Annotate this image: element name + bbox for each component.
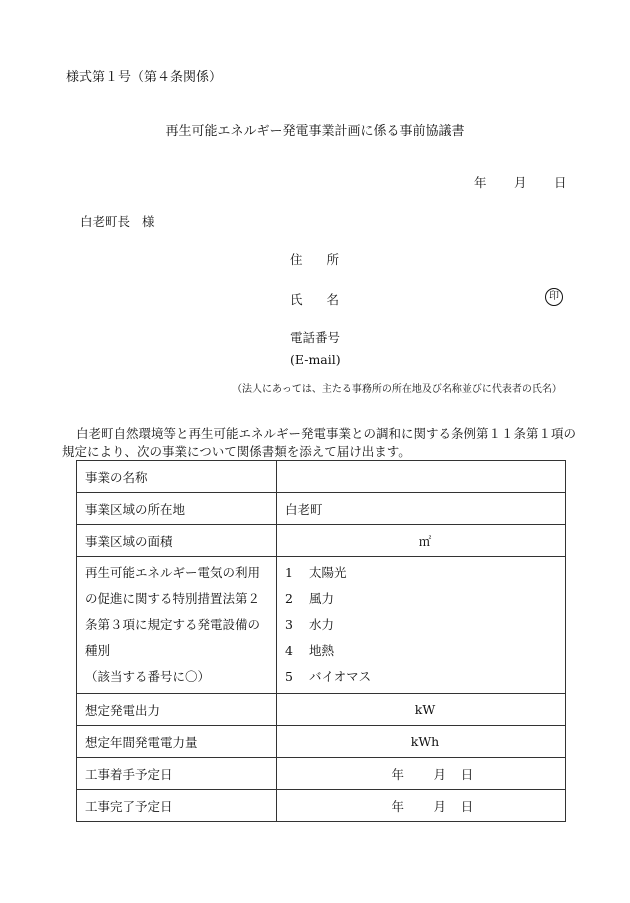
project-name-field[interactable] xyxy=(277,461,566,493)
applicant-email-label: (E-mail) xyxy=(290,352,341,367)
start-year: 年 xyxy=(391,766,404,782)
facility-label-line: の促進に関する特別措置法第２ xyxy=(85,591,261,606)
project-details-table xyxy=(76,460,566,822)
area-label: 事業区域の面積 xyxy=(77,525,277,557)
table-row xyxy=(77,694,566,726)
facility-option-geothermal[interactable]: 4 地熱 xyxy=(285,643,335,658)
applicant-address-label: 住所 xyxy=(290,252,364,267)
declaration-text xyxy=(62,425,582,461)
table-row xyxy=(77,790,566,822)
start-month: 月 xyxy=(433,766,446,782)
facility-label-line: 種別 xyxy=(85,643,111,658)
end-month: 月 xyxy=(433,798,446,814)
facility-label-line: 再生可能エネルギー電気の利用 xyxy=(85,565,261,580)
date-day-label: 日 xyxy=(554,175,567,190)
facility-type-options xyxy=(277,557,566,694)
area-unit: ㎡ xyxy=(418,533,432,549)
output-label: 想定発電出力 xyxy=(77,694,277,726)
table-row xyxy=(77,461,566,493)
end-date-field[interactable] xyxy=(277,790,566,822)
applicant-name-label: 氏名 xyxy=(290,292,364,307)
facility-label-line: 条第３項に規定する発電設備の xyxy=(85,617,261,632)
addressee xyxy=(80,212,155,230)
date-month-label: 月 xyxy=(514,175,527,190)
start-date-label: 工事着手予定日 xyxy=(77,758,277,790)
facility-option-wind[interactable]: 2 風力 xyxy=(285,591,335,606)
date-year-label: 年 xyxy=(474,175,487,190)
annual-output-field[interactable] xyxy=(277,726,566,758)
end-date-label: 工事完了予定日 xyxy=(77,790,277,822)
start-date-field[interactable] xyxy=(277,758,566,790)
addressee-name: 白老町長 xyxy=(80,214,131,229)
facility-label-line: （該当する番号に〇） xyxy=(85,669,211,684)
start-day: 日 xyxy=(460,766,474,782)
table-row xyxy=(77,557,566,694)
facility-option-biomass[interactable]: 5 バイオマス xyxy=(285,669,372,684)
facility-option-solar[interactable]: 1 太陽光 xyxy=(285,565,347,580)
table-row xyxy=(77,493,566,525)
output-unit: kW xyxy=(414,702,436,717)
table-row xyxy=(77,726,566,758)
annual-output-unit: kWh xyxy=(410,734,440,749)
table-row xyxy=(77,758,566,790)
facility-type-label xyxy=(77,557,277,694)
output-field[interactable] xyxy=(277,694,566,726)
annual-output-label: 想定年間発電電力量 xyxy=(77,726,277,758)
applicant-phone-label: 電話番号 xyxy=(290,330,341,345)
end-year: 年 xyxy=(391,798,404,814)
table-row xyxy=(77,525,566,557)
addressee-honorific: 様 xyxy=(142,214,155,229)
form-number: 様式第１号（第４条関係） xyxy=(66,70,223,85)
project-name-label: 事業の名称 xyxy=(77,461,277,493)
end-day: 日 xyxy=(460,798,474,814)
seal-mark: 印 xyxy=(545,288,563,306)
location-field[interactable]: 白老町 xyxy=(277,493,566,525)
document-title: 再生可能エネルギー発電事業計画に係る事前協議書 xyxy=(165,124,465,139)
facility-option-hydro[interactable]: 3 水力 xyxy=(285,617,335,632)
corporate-note: （法人にあっては、主たる事務所の所在地及び名称並びに代表者の氏名） xyxy=(232,384,562,395)
declaration-body: 白老町自然環境等と再生可能エネルギー発電事業との調和に関する条例第１１条第１項の規定により、次の事業について関係書類を添えて届け出ます。 xyxy=(62,426,577,459)
submission-date xyxy=(474,173,567,191)
location-label: 事業区域の所在地 xyxy=(77,493,277,525)
area-field[interactable] xyxy=(277,525,566,557)
